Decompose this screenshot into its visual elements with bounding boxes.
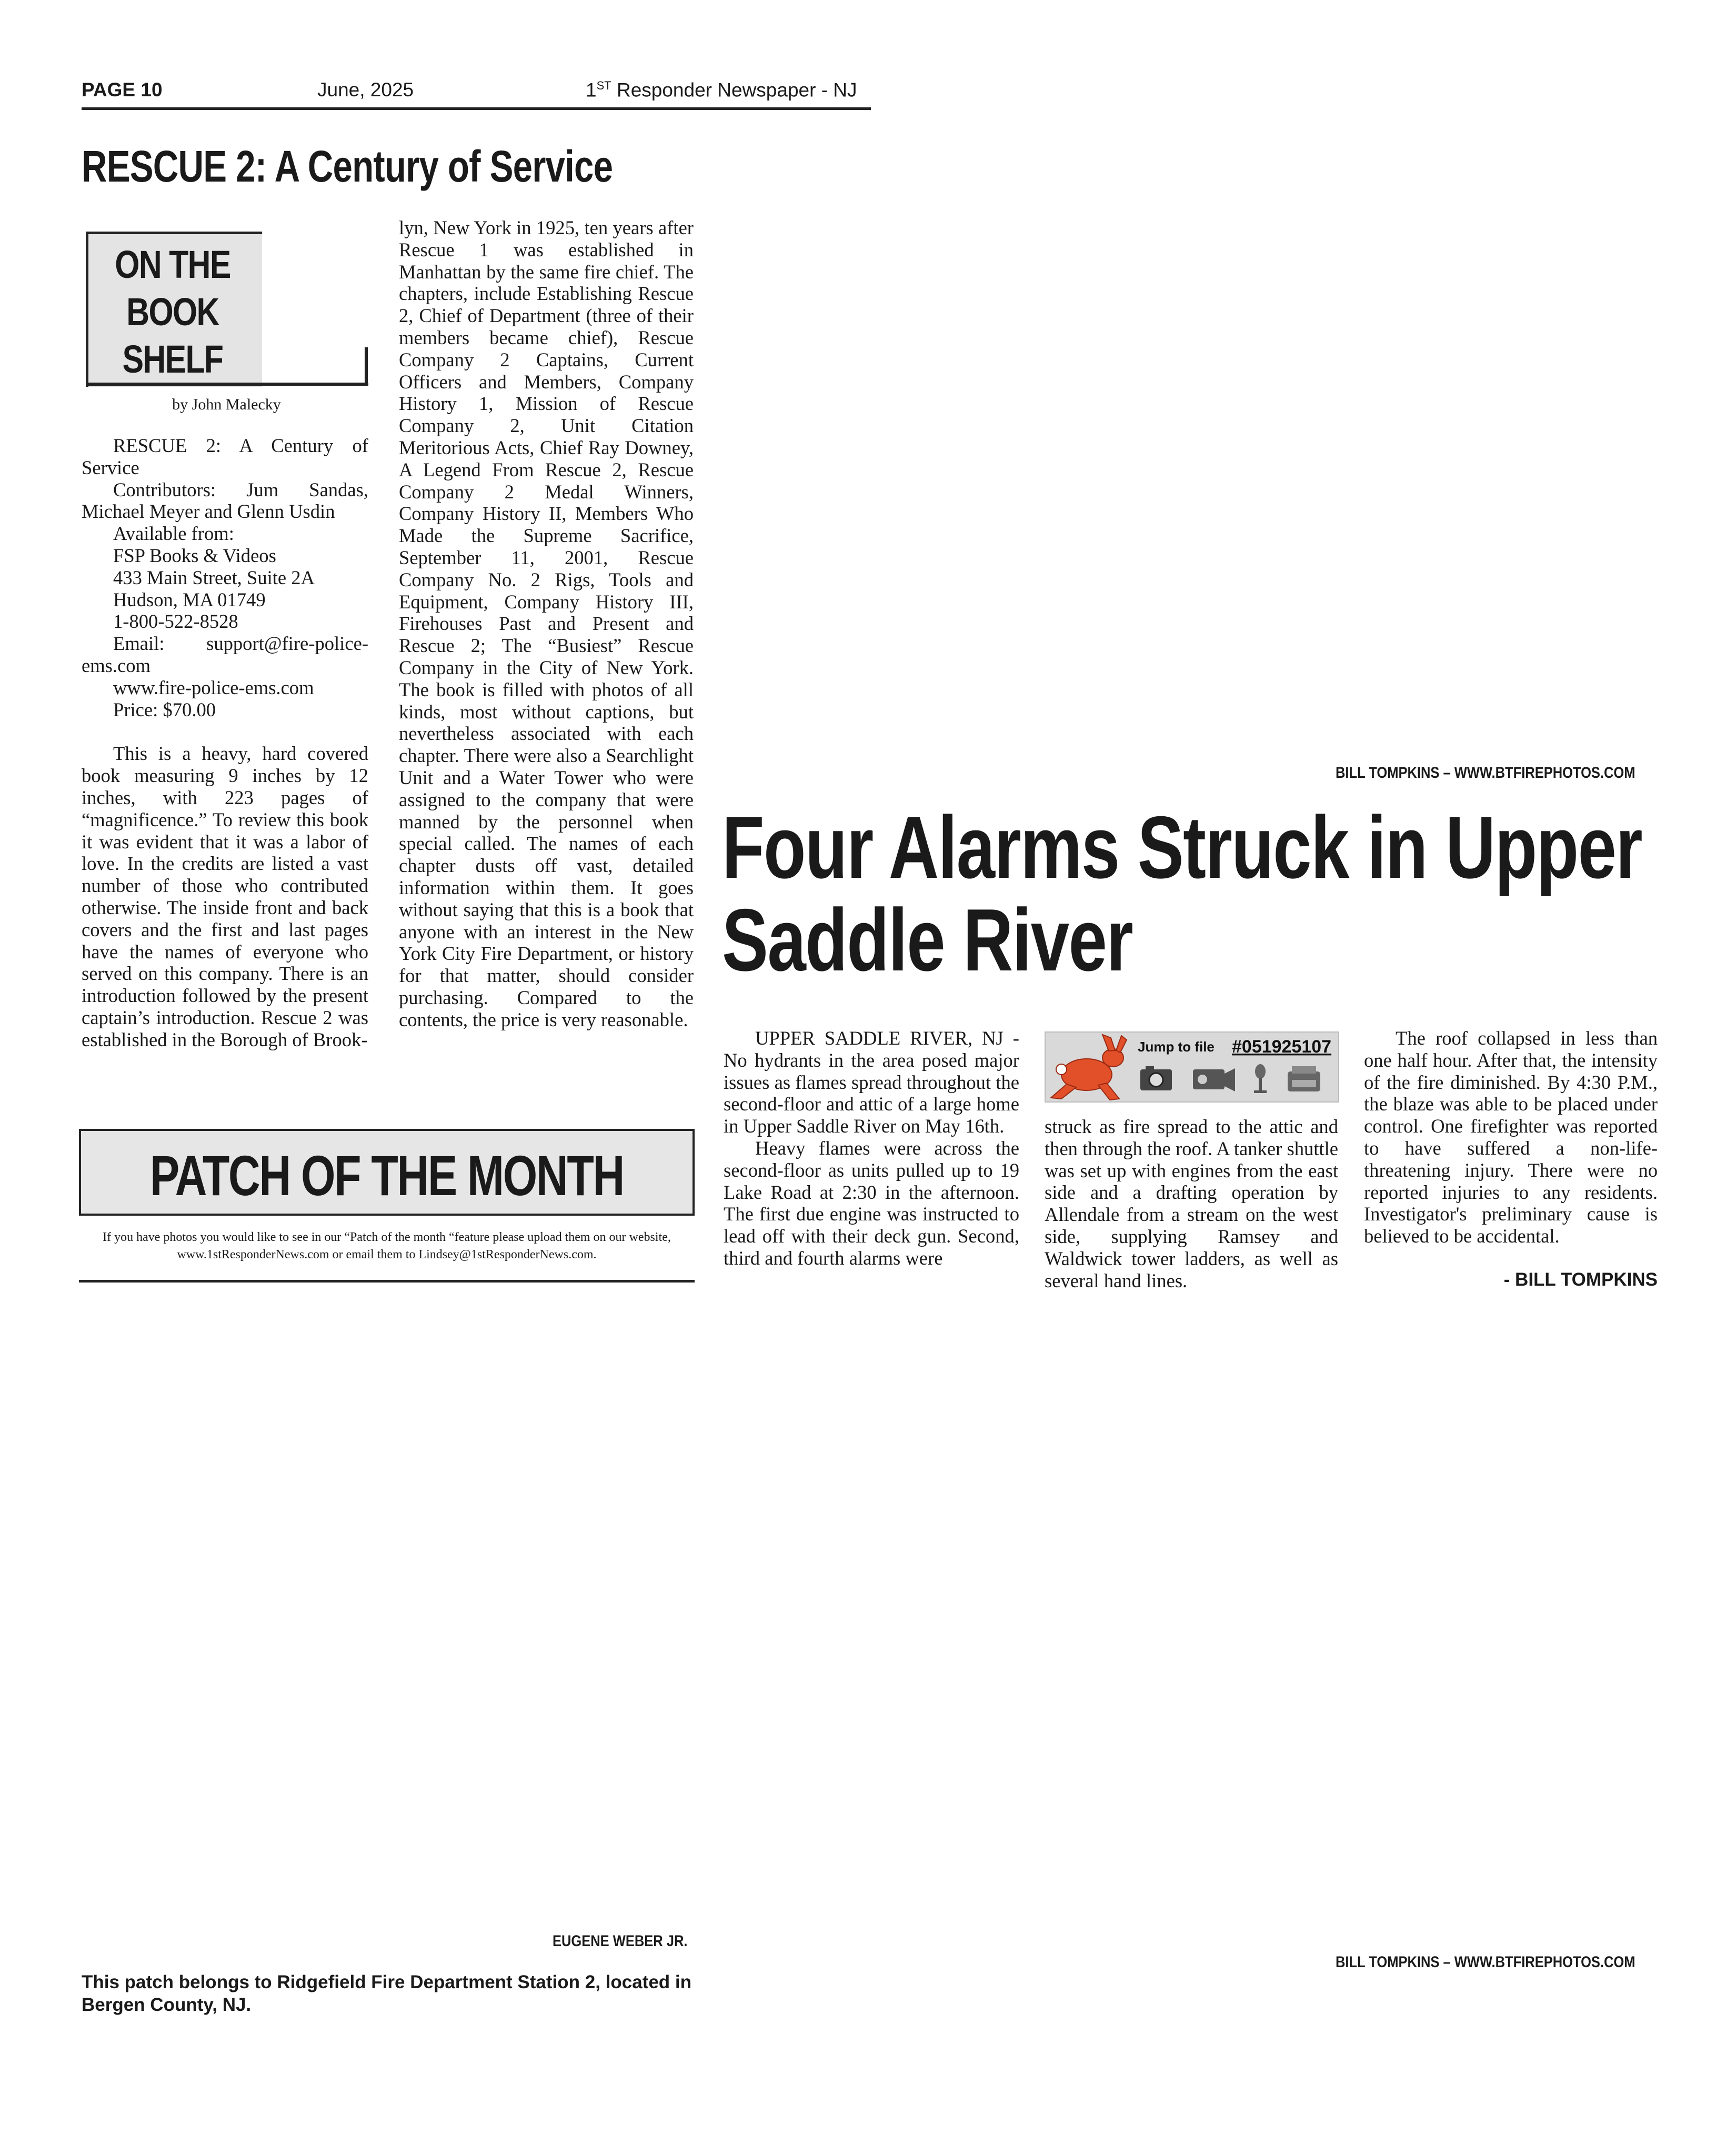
jump-to-file-box[interactable]	[1045, 1031, 1339, 1103]
fire-story-signature: - BILL TOMPKINS	[1503, 1269, 1658, 1290]
issue-date: June, 2025	[317, 79, 414, 101]
publisher-line: FSP Books & Videos	[113, 544, 276, 566]
paper-name: 1ST Responder Newspaper - NJ	[586, 79, 857, 101]
patch-photo-credit: EUGENE WEBER JR.	[553, 1932, 688, 1950]
patch-caption: This patch belongs to Ridgefield Fire Department Station 2, located in Bergen County, NJ.	[82, 1972, 692, 2015]
price-line: Price: $70.00	[113, 698, 216, 720]
jump-number: #051925107	[1232, 1037, 1332, 1057]
review-body-part1: This is a heavy, hard covered book measuring 9 inches by 12 inches, with 223 pages of “magnificence.” To review this book it was evident that it was a labor of love. In the credits are listed a vast number of those who contributed otherwise. The inside front and back covers and the first and last pages have the names of everyone who served on this company. There is an introduction followed by the present captain’s introduction. Rescue 2 was established in the Borough of Brook-	[82, 743, 368, 1050]
logo-line: SHELF	[122, 337, 223, 381]
camera-icon	[1140, 1066, 1172, 1090]
fire-body-col2: struck as fire spread to the attic and then through the roof. A tanker shuttle was set up with engines from the east side and a drafting operation by Allendale from a stream on the west side, supplying Ramsey and Waldwick tower ladders, as well as several hand lines.	[1045, 1116, 1338, 1291]
jump-label: Jump to file	[1138, 1039, 1215, 1055]
fire-story-column-3	[1364, 1027, 1658, 1247]
logo-line: BOOK	[126, 290, 219, 334]
microphone-icon	[1254, 1064, 1267, 1093]
fire-body-col3: The roof collapsed in less than one half hour. After that, the intensity of the fire diminished. By 4:30 P.M., the blaze was able to be placed under control. One firefighter was reported to have suffered a non-life-threatening injury. There were no reported injuries to any residents. Investigator's preliminary cause is believed to be accidental.	[1364, 1027, 1658, 1247]
phone-line: 1-800-522-8528	[113, 610, 238, 633]
header-rule	[82, 107, 871, 110]
fire-headline-line1: Four Alarms Struck in Upper	[722, 798, 1642, 897]
fire-photo-credit-bottom: BILL TOMPKINS – WWW.BTFIREPHOTOS.COM	[1336, 1953, 1635, 1971]
page-number: PAGE 10	[82, 79, 163, 101]
book-review-column-2	[399, 217, 694, 1030]
email-line: Email: support@fire-police-ems.com	[82, 633, 368, 676]
patch-submission-note: If you have photos you would like to see in our “Patch of the month “feature please upload them on our website, www.1stResponderNews.com or email them to Lindsey@1stResponderNews.com.	[103, 1230, 671, 1261]
video-camera-icon	[1193, 1068, 1235, 1091]
page-header	[82, 79, 871, 106]
fire-photo-credit-top: BILL TOMPKINS – WWW.BTFIREPHOTOS.COM	[1336, 764, 1635, 782]
fire-headline-line2: Saddle River	[722, 890, 1133, 989]
city-line: Hudson, MA 01749	[113, 588, 266, 610]
website-line: www.fire-police-ems.com	[113, 676, 314, 698]
rabbit-icon	[1051, 1035, 1127, 1100]
availability-line: Available from:	[113, 523, 234, 545]
patch-of-the-month-banner	[79, 1129, 695, 1216]
byline: by John Malecky	[172, 396, 281, 413]
contributors-line: Contributors: Jum Sandas, Michael Meyer and Glenn Usdin	[82, 478, 368, 523]
book-review-column-1	[82, 435, 368, 1051]
on-the-book-shelf-logo	[86, 232, 367, 389]
fire-story-column-2	[1045, 1116, 1338, 1291]
fire-body-p1: UPPER SADDLE RIVER, NJ - No hydrants in the area posed major issues as flames spread throughout the second-floor and attic of a large home in Upper Saddle River on May 16th.	[724, 1027, 1019, 1137]
fire-story-column-1	[724, 1027, 1019, 1269]
typewriter-icon	[1288, 1066, 1320, 1091]
review-body-part2: lyn, New York in 1925, ten years after Rescue 1 was established in Manhattan by the same fire chief. The chapters, include Establishing Rescue 2, Chief of Department (three of their members became chief), Rescue Company 2 Captains, Current Officers and Members, Company History 1, Mission of Rescue Company 2, Unit Citation Meritorious Acts, Chief Ray Downey, A Legend From Rescue 2, Rescue Company 2 Medal Winners, Company History II, Members Who Made the Supreme Sacrifice, September 11, 2001, Rescue Company No. 2 Rigs, Tools and Equipment, Company History III, Firehouses Past and Present and Rescue 2; The “Busiest” Rescue Company in the City of New York. The book is filled with photos of all kinds, most without captions, but nevertheless associated with each chapter. There were also a Searchlight Unit and a Water Tower who were assigned to the company that were manned by the personnel when special called. The names of each chapter dusts off vast, detailed information within them. It goes without saying that this is a book that anyone with an interest in the New York City Fire Department, or history for that matter, should consider purchasing. Compared to the contents, the price is very reasonable.	[399, 217, 694, 1030]
patch-title: PATCH OF THE MONTH	[149, 1144, 624, 1207]
patch-rule	[79, 1280, 695, 1283]
book-title-line: RESCUE 2: A Century of Service	[82, 435, 368, 478]
fire-body-p2: Heavy flames were across the second-floor as units pulled up to 19 Lake Road at 2:30 in the afternoon. The first due engine was instructed to lead off with their deck gun. Second, third and fourth alarms were	[724, 1137, 1019, 1269]
logo-line: ON THE	[115, 243, 230, 286]
jump-to-file-graphic	[1046, 1033, 1338, 1101]
book-review-title: RESCUE 2: A Century of Service	[82, 142, 613, 191]
address-line: 433 Main Street, Suite 2A	[113, 566, 315, 588]
